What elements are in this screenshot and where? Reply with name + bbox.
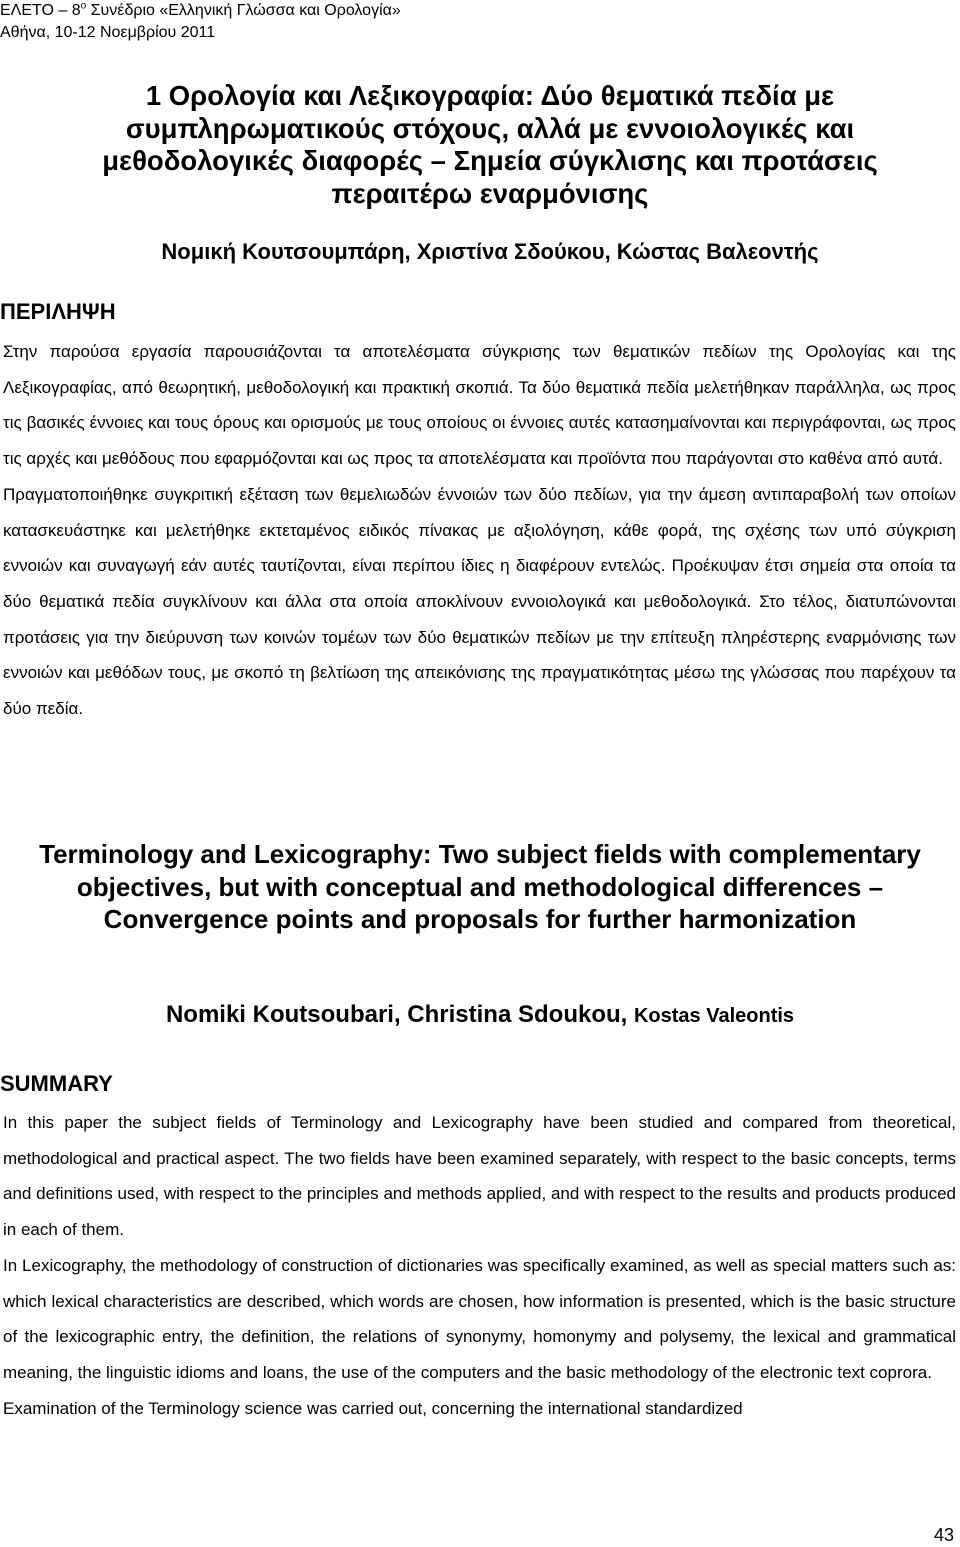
english-summary-paragraph-2: In Lexicography, the methodology of construction of dictionaries was specifically examined, as well as special matters such as: which lexical characteristics are described, which words are chosen, how information is presented, which is the basic structure of the lexicographic entry, the definition, the relations of synonymy, homonymy and polysemy, the lexical and grammatical meaning, the linguistic idioms and loans, the use of the computers and the basic methodology of the electronic text coprora. [3,1255,956,1382]
conference-line: ΕΛΕΤΟ – $8^o$ Συνέδριο «Ελληνική Γλώσσα και Ορολογία» [0,0,401,19]
greek-authors: Νομική Κουτσουμπάρη, Χριστίνα Σδούκου, Κώστας Βαλεοντής [161,239,819,264]
english-summary-paragraph-3: Examination of the Terminology science was carried out, concerning the international standardized [3,1398,743,1418]
conference-date: Αθήνα, 10-12 Νοεμβρίου 2011 [0,24,216,41]
english-authors-main: Nomiki Koutsoubari, Christina Sdoukou, [165,1001,628,1028]
greek-abstract-paragraph-1: Στην παρούσα εργασία παρουσιάζονται τα αποτελέσματα σύγκρισης των θεματικών πεδίων της Ορολογίας και της Λεξικογραφίας, από θεωρητική, μεθοδολογική και πρακτική σκοπιά. Τα δύο θεματικά πεδία μελετήθηκαν παράλληλα, ως προς τις βασικές έννοιες και τους όρους και ορισμούς με τους οποίους οι έννοιες αυτές κατασημαίνονται και περιγράφονται, ως προς τις αρχές και μεθόδους που εφαρμόζονται και ως προς τα αποτελέσματα και προϊόντα που παράγονται στο καθένα από αυτά. [3,342,956,469]
english-authors-last: Kostas Valeontis [633,1005,795,1027]
greek-title: 1 Ορολογία και Λεξικογραφία: Δύο θεματικά πεδία με συμπληρωματικούς στόχους, αλλά με εννοιολογικές και μεθοδολογικές διαφορές – Σημεία σύγκλισης και προτάσεις περαιτέρω εναρμόνισης [102,80,878,209]
greek-abstract-paragraph-2: Πραγματοποιήθηκε συγκριτική εξέταση των θεμελιωδών έννοιών των δύο πεδίων, για την άμεση αντιπαραβολή των οποίων κατασκευάστηκε και μελετήθηκε εκτεταμένος ειδικός πίνακας με αξιολόγηση, κάθε φορά, της σχέσης των υπό σύγκριση εννοιών και συναγωγή εάν αυτές ταυτίζονται, είναι περίπου ίδιες η διαφέρουν εντελώς. Προέκυψαν έτσι σημεία στα οποία τα δύο θεματικά πεδία συγκλίνουν και άλλα στα οποία αποκλίνουν εννοιολογικά και μεθοδολογικά. Στο τέλος, διατυπώνονται προτάσεις για την διεύρυνση των κοινών τομέων των δύο θεματικών πεδίων με την επίτευξη πληρέστερης εναρμόνισης των εννοιών και μεθόδων τους, με σκοπό τη βελτίωση της απεικόνισης της πραγματικότητας μέσω της γλώσσας που παρέχουν τα δύο πεδία. [3,484,956,719]
greek-abstract-heading: ΠΕΡΙΛΗΨΗ [0,299,116,324]
english-summary [3,1105,956,1426]
summary-heading: SUMMARY [0,1071,113,1096]
ordinal-superscript: ο [80,0,87,12]
greek-abstract [3,334,956,727]
running-header [0,0,401,44]
english-title: Terminology and Lexicography: Two subject fields with complementary objectives, but with conceptual and methodological differences – Convergence points and proposals for further harmonization [39,839,921,934]
page-number: 43 [933,1525,954,1545]
english-authors [0,999,960,1032]
english-summary-paragraph-1: In this paper the subject fields of Terminology and Lexicography have been studied and compared from theoretical, methodological and practical aspect. The two fields have been examined separately, with respect to the basic concepts, terms and definitions used, with respect to the principles and methods applied, and with respect to the results and products produced in each of them. [3,1113,956,1240]
